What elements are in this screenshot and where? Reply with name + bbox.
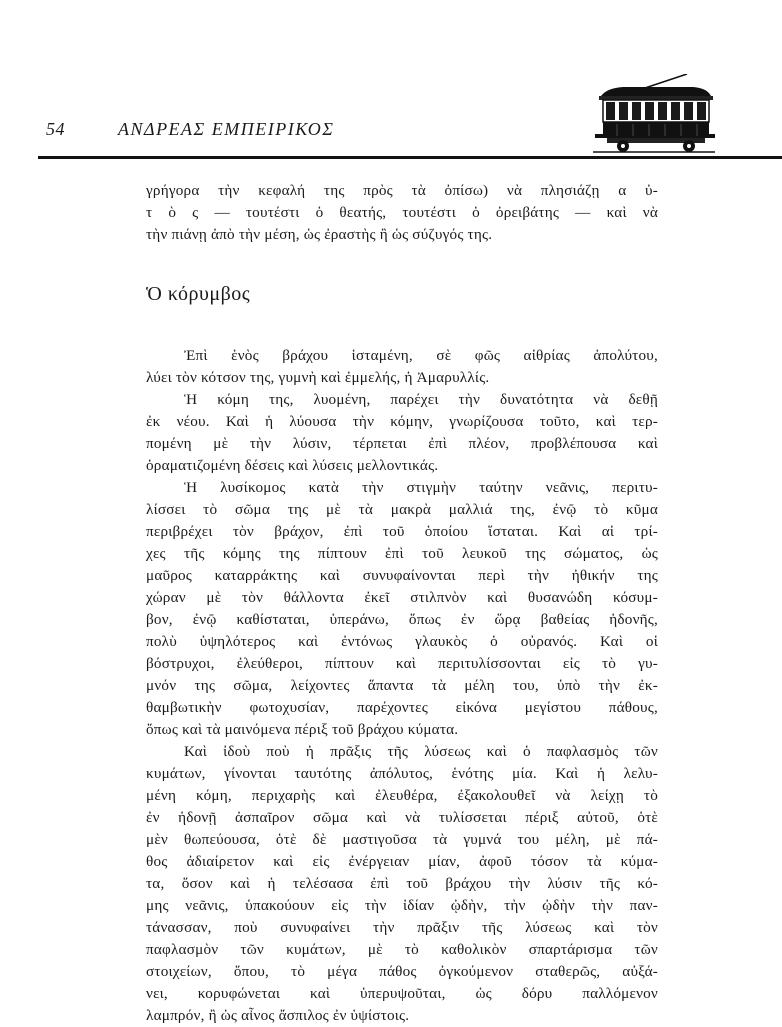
text-line: μαῦρος καταρράκτης καὶ συνυφαίνονται περὶ τὴν ἠθικήν της — [146, 567, 658, 584]
text-line: τ ὸ ς — τουτέστι ὁ θεατής, τουτέστι ὁ ὀρειβάτης — καὶ νὰ — [146, 204, 658, 221]
text-line: Καὶ ἰδοὺ ποὺ ἡ πρᾶξις τῆς λύσεως καὶ ὁ παφλασμὸς τῶν — [184, 743, 658, 760]
text-line: στοιχείων, ὅπου, τὸ μέγα πάθος ὀγκούμενον σταθερῶς, αὐξά- — [146, 963, 658, 980]
page-number: 54 — [46, 119, 65, 139]
text-line: θος ἀδιαίρετον καὶ εἰς ἐνέργειαν μίαν, ἀφοῦ τόσον τὰ κύμα- — [146, 853, 658, 870]
text-line: λύει τὸν κότσον της, γυμνὴ καὶ ἐμμελής, ἡ Ἀμαρυλλίς. — [146, 369, 490, 386]
text-line: Ἡ λυσίκομος κατὰ τὴν στιγμὴν ταύτην νεᾶνις, περιτυ- — [184, 479, 658, 496]
text-line: βον, ἐνῷ καθίσταται, ὑπεράνω, ὅπως ἐν ὥρᾳ βαθείας ἡδονῆς, — [146, 611, 658, 628]
text-line: μης νεᾶνις, ὑπακούουν εἰς τὴν ἰδίαν ᾠδὴν, τὴν ᾠδὴν τὴν παν- — [146, 897, 658, 914]
header-rule — [38, 156, 782, 159]
text-line: θαμβωτικὴν φωτοχυσίαν, παρέχοντες εἰκόνα μεγίστου πάθους, — [146, 699, 658, 716]
text-line: Ἡ κόμη της, λυομένη, παρέχει τὴν δυνατότητα νὰ δεθῇ — [184, 391, 658, 408]
section-title: Ὁ κόρυμβος — [146, 283, 251, 305]
text-line: γρήγορα τὴν κεφαλή της πρὸς τὰ ὀπίσω) νὰ πλησιάζῃ α ὐ- — [146, 182, 658, 199]
text-line: ὅπως καὶ τὰ μαινόμενα πέριξ τοῦ βράχου κύματα. — [146, 721, 459, 738]
text-line: πομένη μὲ τὴν λύσιν, τέρπεται ἐπὶ πλέον, προβλέπουσα καὶ — [146, 435, 658, 452]
text-line: λίσσει τὸ σῶμα της μὲ τὰ μακρὰ μαλλιά της, ἐνῷ τὸ κῦμα — [146, 501, 658, 518]
text-line: ὁραματιζομένη δέσεις καὶ λύσεις μελλοντικάς. — [146, 457, 439, 474]
text-line: παφλασμὸν τῶν κυμάτων, μὲ τὸ καθολικὸν σπαρτάρισμα τῶν — [146, 941, 658, 958]
text-line: χες τῆς κόμης της πίπτουν ἐπὶ τοῦ λευκοῦ της σώματος, ὡς — [146, 545, 658, 562]
text-line: ἐν ἡδονῇ ἀσπαῖρον σῶμα καὶ νὰ τυλίσσεται πέριξ αὐτοῦ, ὁτὲ — [146, 809, 658, 826]
text-line: κυμάτων, γίνονται ταυτότης ἀπόλυτος, ἑνότης μία. Καὶ ἡ λελυ- — [146, 765, 658, 782]
running-head: ΑΝΔΡΕΑΣ ΕΜΠΕΙΡΙΚΟΣ — [118, 119, 335, 139]
text-line: τὴν πιάνῃ ἀπὸ τὴν μέση, ὡς ἐραστὴς ἢ ὡς σύζυγός της. — [146, 226, 493, 243]
text-line: μὲν θωπεύουσα, ὁτὲ δὲ μαστιγοῦσα τὰ γυμνά του μέλη, μὲ πά- — [146, 831, 658, 848]
continuation-paragraph — [146, 180, 658, 246]
tram-icon — [593, 74, 715, 154]
text-line: μένη κόμη, περιχαρὴς καὶ ἐλευθέρα, ἐξακολουθεῖ νὰ λείχῃ τὸ — [146, 787, 658, 804]
text-line: τάνασσαν, ποὺ συνυφαίνει τὴν πρᾶξιν τῆς λύσεως καὶ τὸν — [146, 919, 658, 936]
text-line: μνόν της σῶμα, λείχοντες ἅπαντα τὰ μέλη του, ὑπὸ τὴν ἐκ- — [146, 677, 658, 694]
text-line: βόστρυχοι, ἐλεύθεροι, πίπτουν καὶ περιτυλίσσονται εἰς τὸ γυ- — [146, 655, 658, 672]
text-line: νει, κορυφώνεται καὶ ὑπερυψοῦται, ὡς δόρυ παλλόμενον — [146, 985, 658, 1002]
text-line: περιβρέχει τὸν βράχον, ἐπὶ τοῦ ὁποίου ἵσταται. Καὶ αἱ τρί- — [146, 523, 658, 540]
text-line: ἐκ νέου. Καὶ ἡ λύουσα τὴν κόμην, γνωρίζουσα τοῦτο, καὶ τερ- — [146, 413, 658, 430]
text-line: πολὺ ὑψηλότερος καὶ ἐντόνως γλαυκὸς ὁ οὐρανός. Καὶ οἱ — [146, 633, 658, 650]
text-line: λαμπρόν, ἢ ὡς αἶνος ἄσπιλος ἐν ὑψίστοις. — [146, 1007, 410, 1024]
text-line: Ἐπὶ ἑνὸς βράχου ἱσταμένη, σὲ φῶς αἰθρίας ἀπολύτου, — [184, 347, 658, 364]
text-line: τα, ὅσον καὶ ἡ τελέσασα ἐπὶ τοῦ βράχου τὴν λύσιν τῆς κό- — [146, 875, 658, 892]
text-line: χώραν μὲ τὸν θάλλοντα ἐκεῖ στιλπνὸν καὶ θυσανώδη κόσυμ- — [146, 589, 658, 606]
body-text — [146, 345, 658, 1027]
